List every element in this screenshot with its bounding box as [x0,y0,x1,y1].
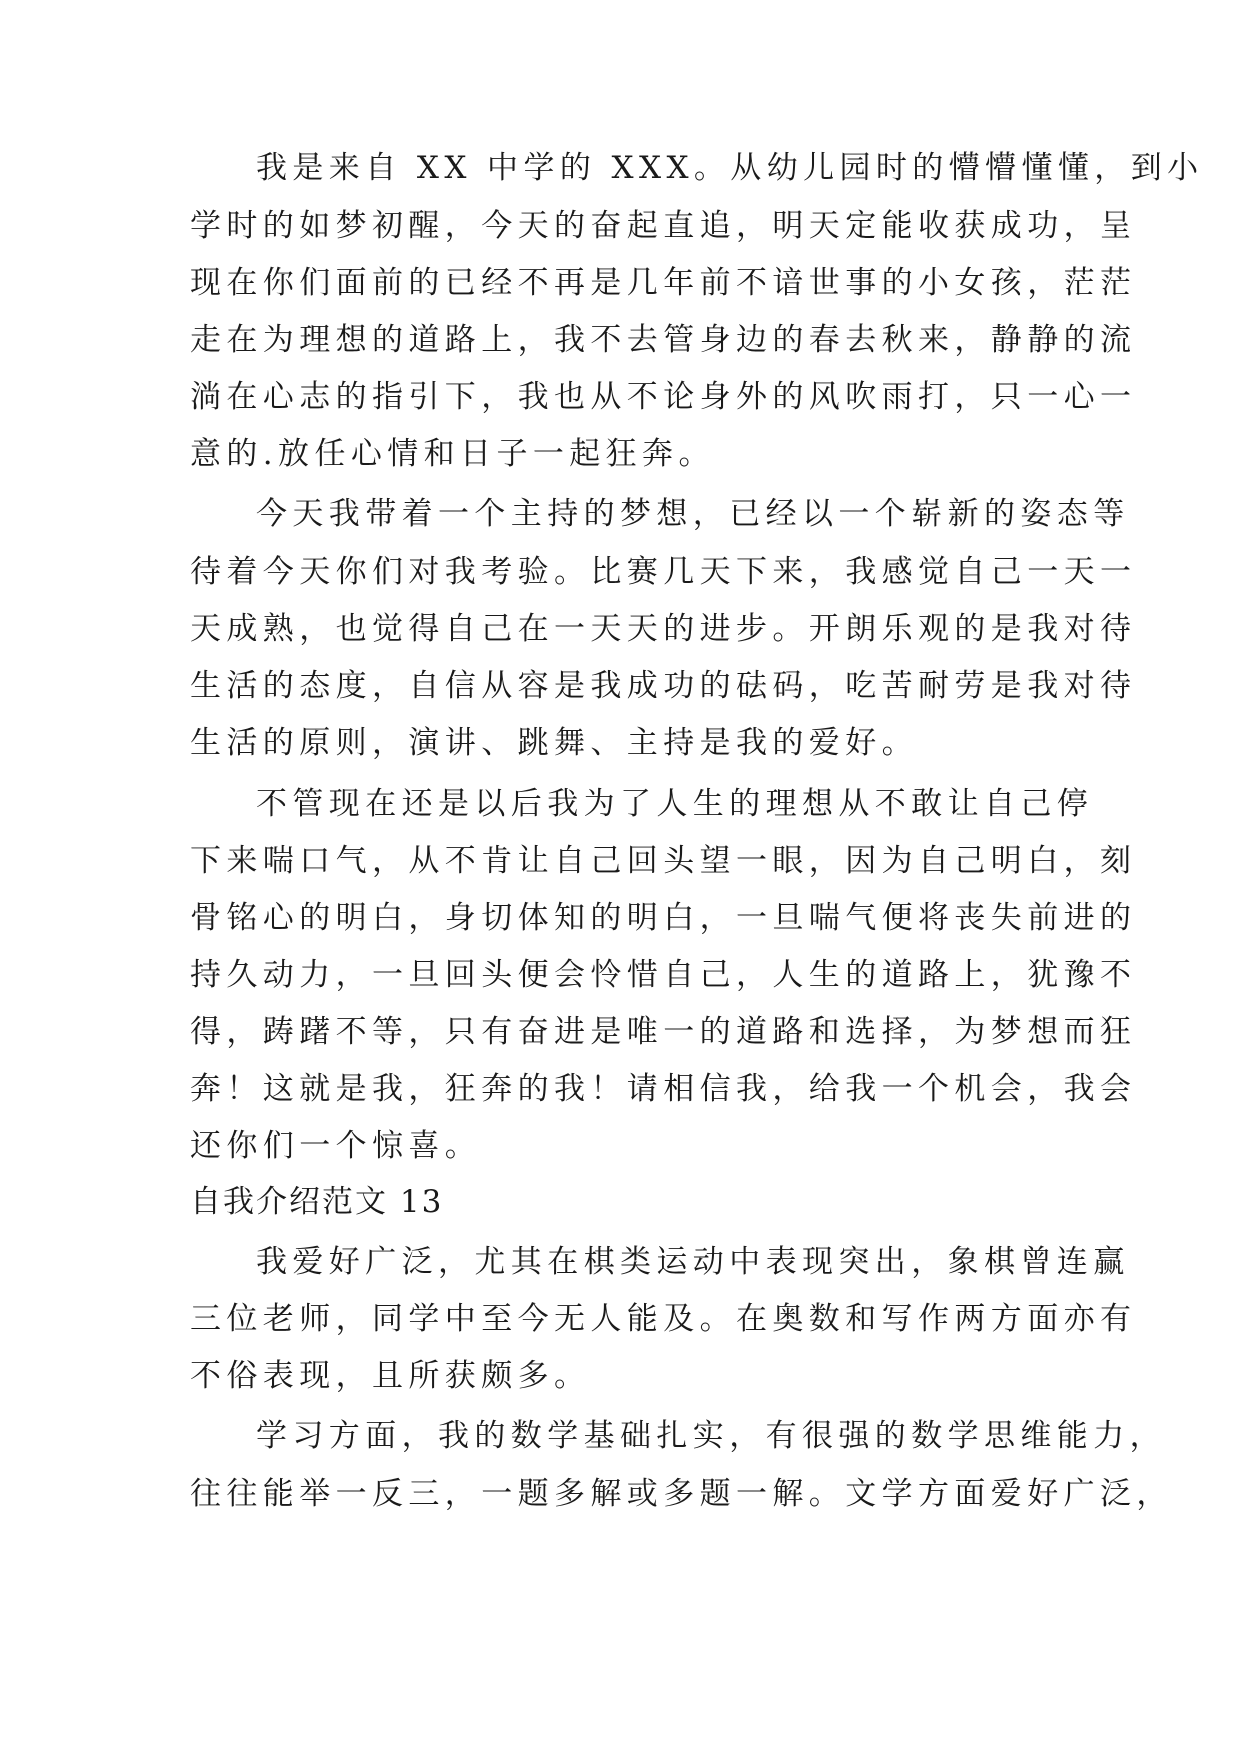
section-paragraph-1-line-2: 三位老师，同学中至今无人能及。在奥数和写作两方面亦有 [190,1301,1137,1337]
section-paragraph-1-line-1: 我爱好广泛，尤其在棋类运动中表现突出，象棋曾连赢 [256,1244,1130,1280]
paragraph-1-line-2: 学时的如梦初醒，今天的奋起直追，明天定能收获成功，呈 [190,208,1137,244]
paragraph-3-line-3: 骨铭心的明白，身切体知的明白，一旦喘气便将丧失前进的 [190,900,1137,936]
section-paragraph-1-line-3: 不俗表现，且所获颇多。 [190,1358,591,1394]
paragraph-2-line-5: 生活的原则，演讲、跳舞、主持是我的爱好。 [190,725,918,761]
paragraph-3-line-6: 奔！这就是我，狂奔的我！请相信我，给我一个机会，我会 [190,1071,1137,1107]
paragraph-2-line-1: 今天我带着一个主持的梦想，已经以一个崭新的姿态等 [256,496,1130,532]
paragraph-1-line-1: 我是来自 XX 中学的 XXX。从幼儿园时的懵懵懂懂，到小 [256,150,1204,186]
paragraph-1-line-5: 淌在心志的指引下，我也从不论身外的风吹雨打，只一心一 [190,379,1137,415]
paragraph-1-line-6: 意的.放任心情和日子一起狂奔。 [190,436,715,472]
paragraph-1-line-4: 走在为理想的道路上，我不去管身边的春去秋来，静静的流 [190,322,1137,358]
paragraph-3-line-5: 得，踌躇不等，只有奋进是唯一的道路和选择，为梦想而狂 [190,1014,1137,1050]
section-paragraph-2-line-2: 往往能举一反三，一题多解或多题一解。文学方面爱好广泛， [190,1476,1173,1512]
paragraph-3-line-2: 下来喘口气，从不肯让自己回头望一眼，因为自己明白，刻 [190,843,1137,879]
paragraph-2-line-4: 生活的态度，自信从容是我成功的砝码，吃苦耐劳是我对待 [190,668,1137,704]
paragraph-1-line-3: 现在你们面前的已经不再是几年前不谙世事的小女孩，茫茫 [190,265,1137,301]
paragraph-3-line-7: 还你们一个惊喜。 [190,1128,482,1164]
section-title: 自我介绍范文 13 [190,1184,444,1220]
paragraph-3-line-4: 持久动力，一旦回头便会怜惜自己，人生的道路上，犹豫不 [190,957,1137,993]
section-paragraph-2-line-1: 学习方面，我的数学基础扎实，有很强的数学思维能力， [256,1418,1166,1454]
paragraph-2-line-2: 待着今天你们对我考验。比赛几天下来，我感觉自己一天一 [190,554,1137,590]
paragraph-2-line-3: 天成熟，也觉得自己在一天天的进步。开朗乐观的是我对待 [190,611,1137,647]
paragraph-3-line-1: 不管现在还是以后我为了人生的理想从不敢让自己停 [256,786,1094,822]
